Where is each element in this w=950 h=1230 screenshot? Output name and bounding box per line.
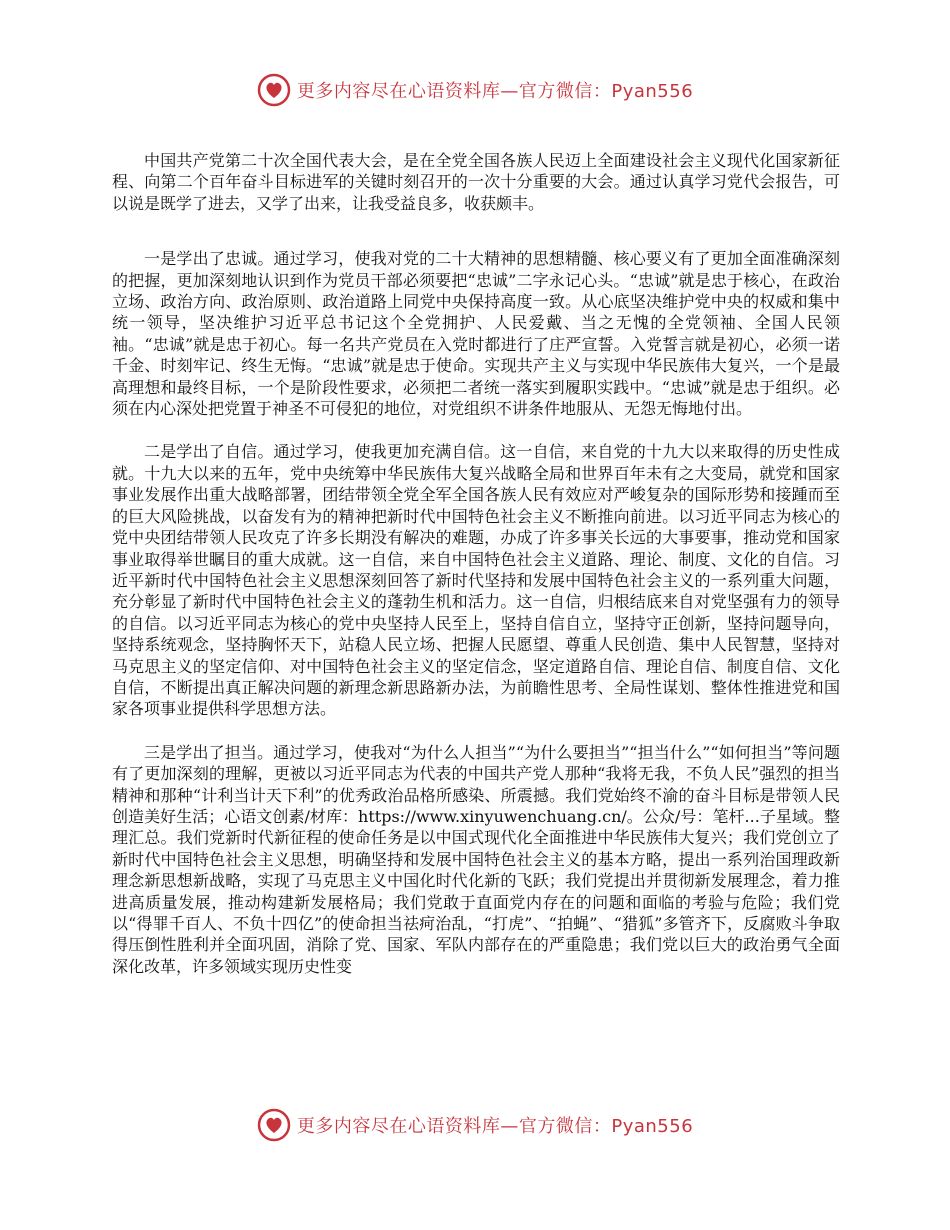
heart-logo-icon [257, 1108, 291, 1142]
watermark-text: 更多内容尽在心语资料库—官方微信：Pyan556 [296, 1116, 694, 1137]
heart-logo-icon [257, 73, 291, 107]
paragraph-loyalty: 一是学出了忠诚。通过学习，使我对党的二十大精神的思想精髓、核心要义有了更加全面准确深刻的把握，更加深刻地认识到作为党员干部必须要把“忠诚”二字永记心头。“忠诚”就是忠于核心，在政治立场、政治方向、政治原则、政治道路上同党中央保持高度一致。从心底坚决维护党中央的权威和集中统一领导，坚决维护习近平总书记这个全党拥护、人民爱戴、当之无愧的全党领袖、全国人民领袖。“忠诚”就是忠于初心。每一名共产党员在入党时都进行了庄严宣誓。入党誓言就是初心，必须一诺千金、时刻牢记、终生无悔。“忠诚”就是忠于使命。实现共产主义与实现中华民族伟大复兴，一个是最高理想和最终目标，一个是阶段性要求，必须把二者统一落实到履职实践中。“忠诚”就是忠于组织。必须在内心深处把党置于神圣不可侵犯的地位，对党组织不讲条件地服从、无怨无悔地付出。 [112, 249, 840, 419]
paragraph-confidence: 二是学出了自信。通过学习，使我更加充满自信。这一自信，来自党的十九大以来取得的历史性成就。十九大以来的五年，党中央统筹中华民族伟大复兴战略全局和世界百年未有之大变局，就党和国家事业发展作出重大战略部署，团结带领全党全军全国各族人民有效应对严峻复杂的国际形势和接踵而至的巨大风险挑战，以奋发有为的精神把新时代中国特色社会主义不断推向前进。以习近平同志为核心的党中央团结带领人民攻克了许多长期没有解决的难题，办成了许多事关长远的大事要事，推动党和国家事业取得举世瞩目的重大成就。这一自信，来自中国特色社会主义道路、理论、制度、文化的自信。习近平新时代中国特色社会主义思想深刻回答了新时代坚持和发展中国特色社会主义的一系列重大问题，充分彰显了新时代中国特色社会主义的蓬勃生机和活力。这一自信，归根结底来自对党坚强有力的领导的自信。以习近平同志为核心的党中央坚持人民至上，坚持自信自立，坚持守正创新，坚持问题导向，坚持系统观念，坚持胸怀天下，站稳人民立场、把握人民愿望、尊重人民创造、集中人民智慧，坚持对马克思主义的坚定信仰、对中国特色社会主义的坚定信念，坚定道路自信、理论自信、制度自信、文化自信，不断提出真正解决问题的新理念新思路新办法，为前瞻性思考、全局性谋划、整体性推进党和国家各项事业提供科学思想方法。 [112, 442, 840, 719]
watermark-banner-top [0, 70, 950, 110]
paragraph-intro: 中国共产党第二十次全国代表大会，是在全党全国各族人民迈上全面建设社会主义现代化国家新征程、向第二个百年奋斗目标进军的关键时刻召开的一次十分重要的大会。通过认真学习党代会报告，可以说是既学了进去，又学了出来，让我受益良多，收获颇丰。 [112, 151, 840, 213]
watermark-banner-bottom [0, 1105, 950, 1145]
paragraph-responsibility: 三是学出了担当。通过学习，使我对“为什么人担当”“为什么要担当”“担当什么”“如何担当”等问题有了更加深刻的理解，更被以习近平同志为代表的中国共产党人那种“我将无我，不负人民”强烈的担当精神和那种“计利当计天下利”的优秀政治品格所感染、所震撼。我们党始终不渝的奋斗目标是带领人民创造美好生活；心语文创素/材库：https://www.xinyuwenchuang.cn/。公众/号：笔杆...子星域。整理汇总。我们党新时代新征程的使命任务是以中国式现代化全面推进中华民族伟大复兴；我们党创立了新时代中国特色社会主义思想，明确坚持和发展中国特色社会主义的基本方略，提出一系列治国理政新理念新思想新战略，实现了马克思主义中国化时代化新的飞跃；我们党提出并贯彻新发展理念，着力推进高质量发展，推动构建新发展格局；我们党敢于直面党内存在的问题和面临的考验与危险；我们党以“得罪千百人、不负十四亿”的使命担当祛疴治乱，“打虎”、“拍蝇”、“猎狐”多管齐下，反腐败斗争取得压倒性胜利并全面巩固，消除了党、国家、军队内部存在的严重隐患；我们党以巨大的政治勇气全面深化改革，许多领域实现历史性变 [112, 742, 840, 976]
watermark-text: 更多内容尽在心语资料库—官方微信：Pyan556 [296, 81, 694, 102]
document-body [112, 150, 840, 999]
